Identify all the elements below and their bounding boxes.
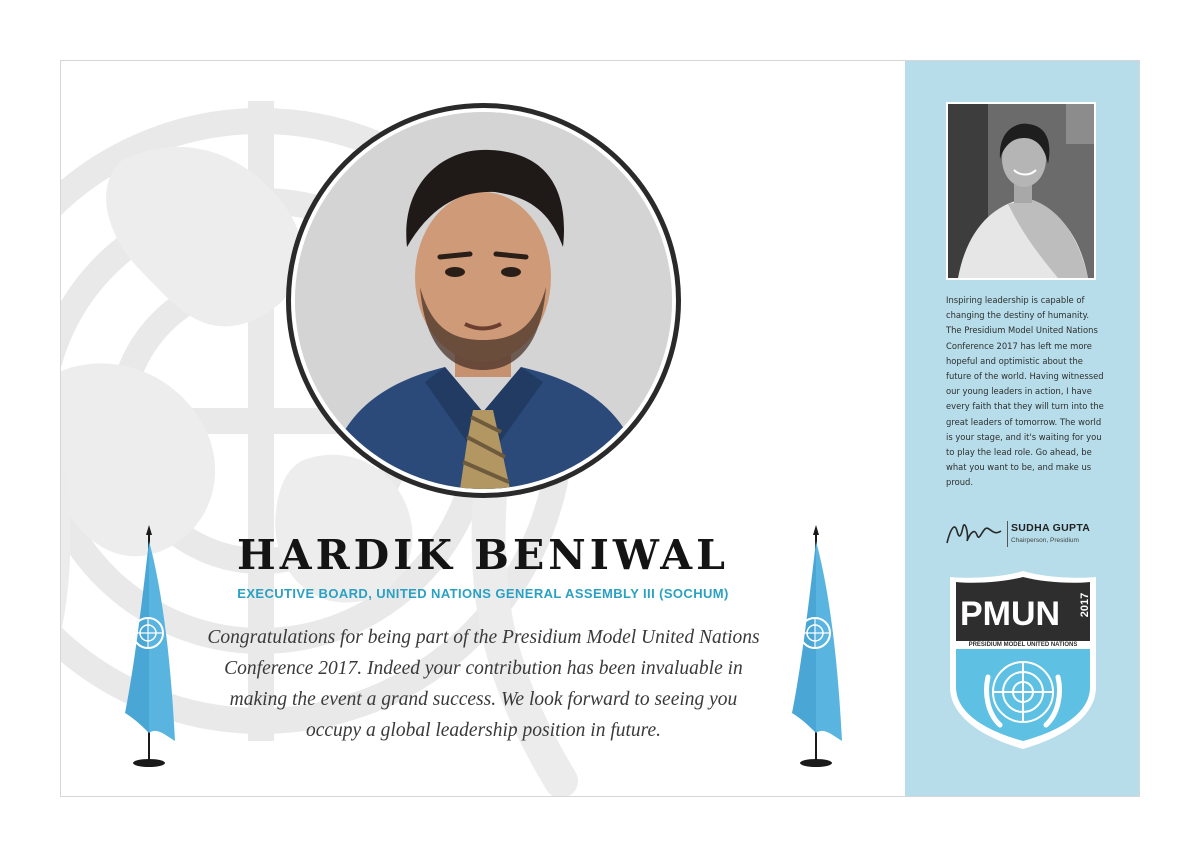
logo-year-text: 2017: [1079, 592, 1091, 618]
certificate-card: [60, 60, 1140, 797]
congratulations-message: Congratulations for being part of the Presidium Model United Nations Conference 2017. Indeed your contribution has been invaluable in making the event a grand success. We look forward to seeing you occupy a global leadership position in future.: [207, 627, 760, 741]
recipient-photo: [295, 112, 672, 489]
logo-subtitle-text: PRESIDIUM MODEL UNITED NATIONS: [968, 642, 1078, 648]
signer-title: Chairperson, Presidium: [1011, 537, 1079, 544]
chairperson-quote: Inspiring leadership is capable of changing the destiny of humanity. The Presidium Model United Nations Conference 2017 has left me more hopeful and optimistic about the future of the world. Having witnessed our young leaders in action, I have every faith that they will turn into the great leaders of tomorrow. The world is your stage, and it's waiting for you to play the lead role. Go ahead, be what you want to be, and make us proud.: [946, 295, 1104, 488]
un-flag-icon: [121, 523, 181, 773]
signature-divider: [1007, 521, 1008, 547]
un-flag-icon: [788, 523, 848, 773]
pmun-shield-logo-icon: [948, 569, 1098, 751]
recipient-name: HARDIK BENIWAL: [237, 531, 729, 579]
signature-icon: [945, 517, 1005, 549]
chairperson-sidebar: [905, 61, 1140, 797]
signer-name: SUDHA GUPTA: [1011, 522, 1091, 534]
logo-main-text: PMUN: [960, 595, 1061, 633]
chairperson-photo: [946, 102, 1096, 280]
recipient-role: EXECUTIVE BOARD, UNITED NATIONS GENERAL ASSEMBLY III (SOCHUM): [237, 586, 729, 601]
